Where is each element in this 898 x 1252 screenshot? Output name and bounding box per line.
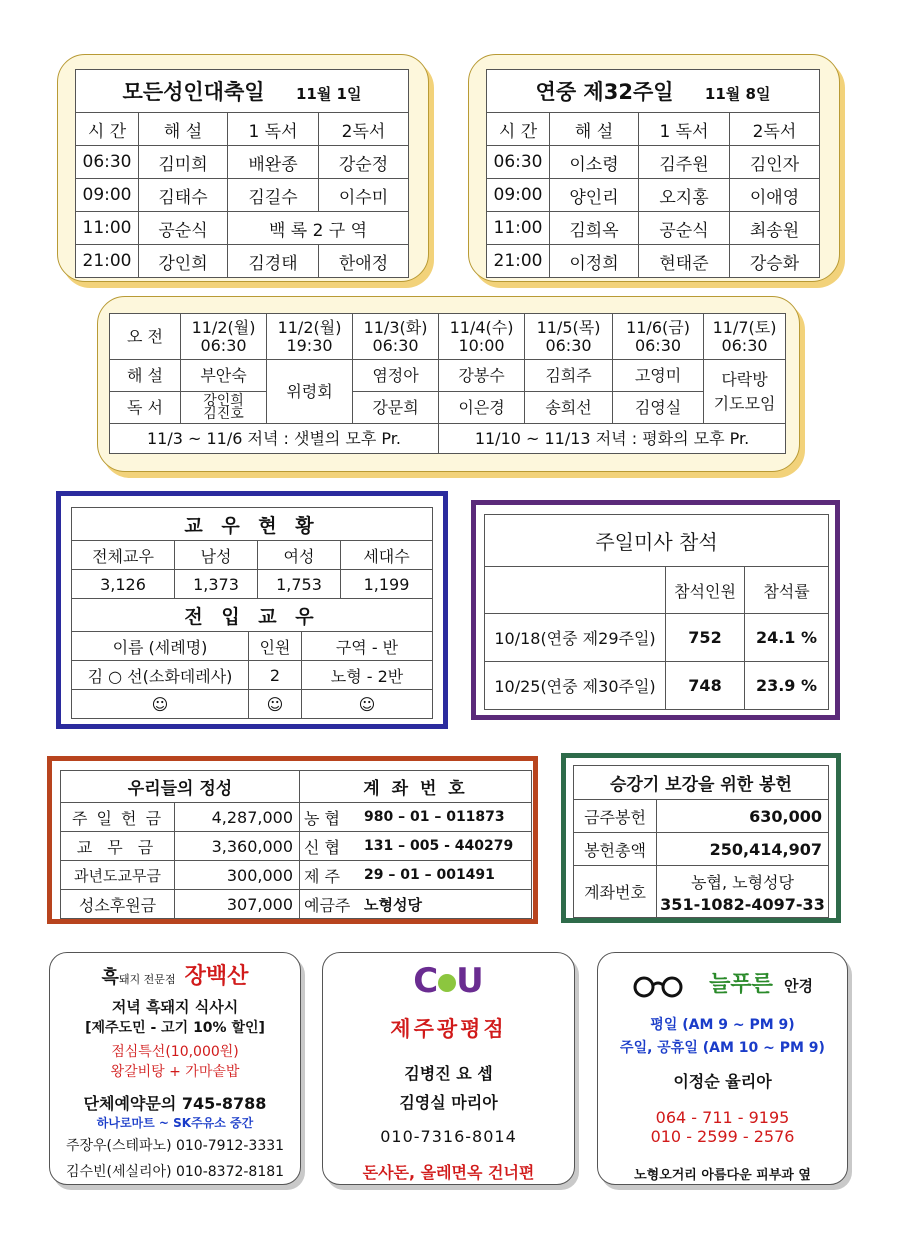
mass-attendance-title: 주일미사 참석 — [485, 515, 829, 567]
member-status-table: 교 우 현 황 전체교우 남성 여성 세대수 3,126 1,373 1,753 1,199 — [71, 507, 433, 599]
schedule-table-32nd-sunday — [486, 69, 820, 278]
mass-attendance-box — [471, 500, 840, 720]
schedule-box-all-saints — [57, 54, 429, 282]
header-time: 시 간 — [76, 113, 139, 146]
glasses-icon — [632, 976, 686, 998]
table-row: 11:00 공순식 백 록 2 구 역 — [76, 212, 409, 245]
header-time: 시 간 — [487, 113, 550, 146]
table-row: 21:00 이정희 현태준 강승화 — [487, 245, 820, 278]
weekday-schedule-table: 오 전 11/2(월) 06:30 11/2(월) 19:30 11/3(화) 06:30 11/4(수) 10:00 11/5(목) 06:30 11/6(금) 06:30 11/7(토) 06:30 해 설 부안숙 위령회 염정아 강봉수 김희주 고영미 다락방 기도모임 독 서 강인희 김진호 강문희 이은경 송희선 김영실 11/3 ~ 11/6 저녁 : 샛별의 모후 Pr. 11/10 ~ 11/13 저녁 : 평화의 모후 Pr. — [109, 313, 786, 454]
weekday-schedule-box — [97, 296, 800, 472]
schedule-title: 연중 제32주일 — [535, 80, 674, 104]
elevator-fund-box — [561, 753, 841, 923]
table-row: 성소후원금 307,000 예금주 노형성당 — [61, 890, 532, 919]
optician-name: 늘푸른 — [709, 972, 773, 997]
ad-jangbaeksan: 흑돼지 전문점 장백산 저녁 흑돼지 식사시 [제주도민 - 고기 10% 할인] 점심특선(10,000원) 왕갈비탕 + 가마솥밥 단체예약문의 745-8788 하나로마트 ~ SK주유소 중간 주장우(스테파노) 010-7912-3331 김수빈(세실리아) 010-8372-8181 — [49, 952, 301, 1185]
mass-attendance-table: 주일미사 참석 참석인원 참석률 10/18(연중 제29주일) 752 24.1 % 10/25(연중 제30주일) 748 23.9 % — [484, 514, 829, 710]
smiley-icon: ☺ — [249, 690, 302, 719]
schedule-date: 11월 1일 — [295, 85, 362, 103]
schedule-title: 모든성인대축일 — [122, 80, 265, 104]
committee-cell: 위령회 — [267, 360, 353, 424]
table-row: 과년도교무금 300,000 제 주 29 – 01 – 001491 — [61, 861, 532, 890]
header-second-reading: 2독서 — [730, 113, 820, 146]
schedule-table-all-saints — [75, 69, 409, 278]
cu-logo: C U — [413, 961, 484, 1001]
header-commentary: 해 설 — [139, 113, 228, 146]
offering-title: 우리들의 정성 — [61, 771, 300, 803]
table-row: 주 일 헌 금 4,287,000 농 협 980 – 01 – 011873 — [61, 803, 532, 832]
table-row: 09:00 양인리 오지홍 이애영 — [487, 179, 820, 212]
schedule-date: 11월 8일 — [704, 85, 771, 103]
ad-optician: 늘푸른 안경 평일 (AM 9 ~ PM 9) 주일, 공휴일 (AM 10 ~ PM 9) 이정순 율리아 064 - 711 - 9195 010 - 2599 - 2576 노형오거리 아름다운 피부과 옆 — [597, 952, 848, 1185]
table-row: 10/18(연중 제29주일) 752 24.1 % — [485, 614, 829, 662]
prayer-meeting-cell: 다락방 기도모임 — [704, 360, 786, 424]
label-commentary: 해 설 — [110, 360, 181, 392]
table-row: 10/25(연중 제30주일) 748 23.9 % — [485, 662, 829, 710]
elevator-fund-title: 승강기 보강을 위한 봉헌 — [574, 766, 829, 800]
label-reading: 독 서 — [110, 392, 181, 424]
table-row: 봉헌총액 250,414,907 — [574, 833, 829, 866]
member-status-title: 교 우 현 황 — [72, 508, 433, 541]
table-row: 11:00 김희옥 공순식 최송원 — [487, 212, 820, 245]
member-status-box — [56, 491, 448, 729]
evening-schedule-2: 11/10 ~ 11/13 저녁 : 평화의 모후 Pr. — [439, 424, 786, 454]
header-first-reading: 1 독서 — [639, 113, 730, 146]
new-members-table: 전 입 교 우 이름 (세례명) 인원 구역 - 반 김 ○ 선(소화데레사) 2 노형 - 2반 ☺ ☺ ☺ — [71, 598, 433, 719]
smiley-icon: ☺ — [302, 690, 433, 719]
table-row: 금주봉헌 630,000 — [574, 800, 829, 833]
store-name: 제주광평점 — [390, 1017, 507, 1041]
elevator-fund-table — [573, 765, 829, 918]
table-row: 교 무 금 3,360,000 신 협 131 – 005 - 440279 — [61, 832, 532, 861]
table-row: 21:00 강인희 김경태 한애정 — [76, 245, 409, 278]
table-row: 06:30 김미희 배완종 강순정 — [76, 146, 409, 179]
offering-box — [47, 756, 538, 924]
schedule-box-32nd-sunday — [468, 54, 840, 282]
header-first-reading: 1 독서 — [228, 113, 319, 146]
table-row: 09:00 김태수 김길수 이수미 — [76, 179, 409, 212]
account-title: 계 좌 번 호 — [300, 771, 532, 803]
offering-table — [60, 770, 532, 919]
label-morning: 오 전 — [110, 314, 181, 360]
table-row: 계좌번호 농협, 노형성당 351-1082-4097-33 — [574, 866, 829, 918]
evening-schedule-1: 11/3 ~ 11/6 저녁 : 샛별의 모후 Pr. — [110, 424, 439, 454]
new-members-title: 전 입 교 우 — [72, 599, 433, 632]
restaurant-name: 장백산 — [184, 964, 249, 989]
header-second-reading: 2독서 — [319, 113, 409, 146]
table-row: 06:30 이소령 김주원 김인자 — [487, 146, 820, 179]
smiley-icon: ☺ — [72, 690, 249, 719]
header-commentary: 해 설 — [550, 113, 639, 146]
ad-cu-store: C U 제주광평점 김병진 요 셉 김영실 마리아 010-7316-8014 돈사돈, 올레면옥 건너편 — [322, 952, 575, 1185]
